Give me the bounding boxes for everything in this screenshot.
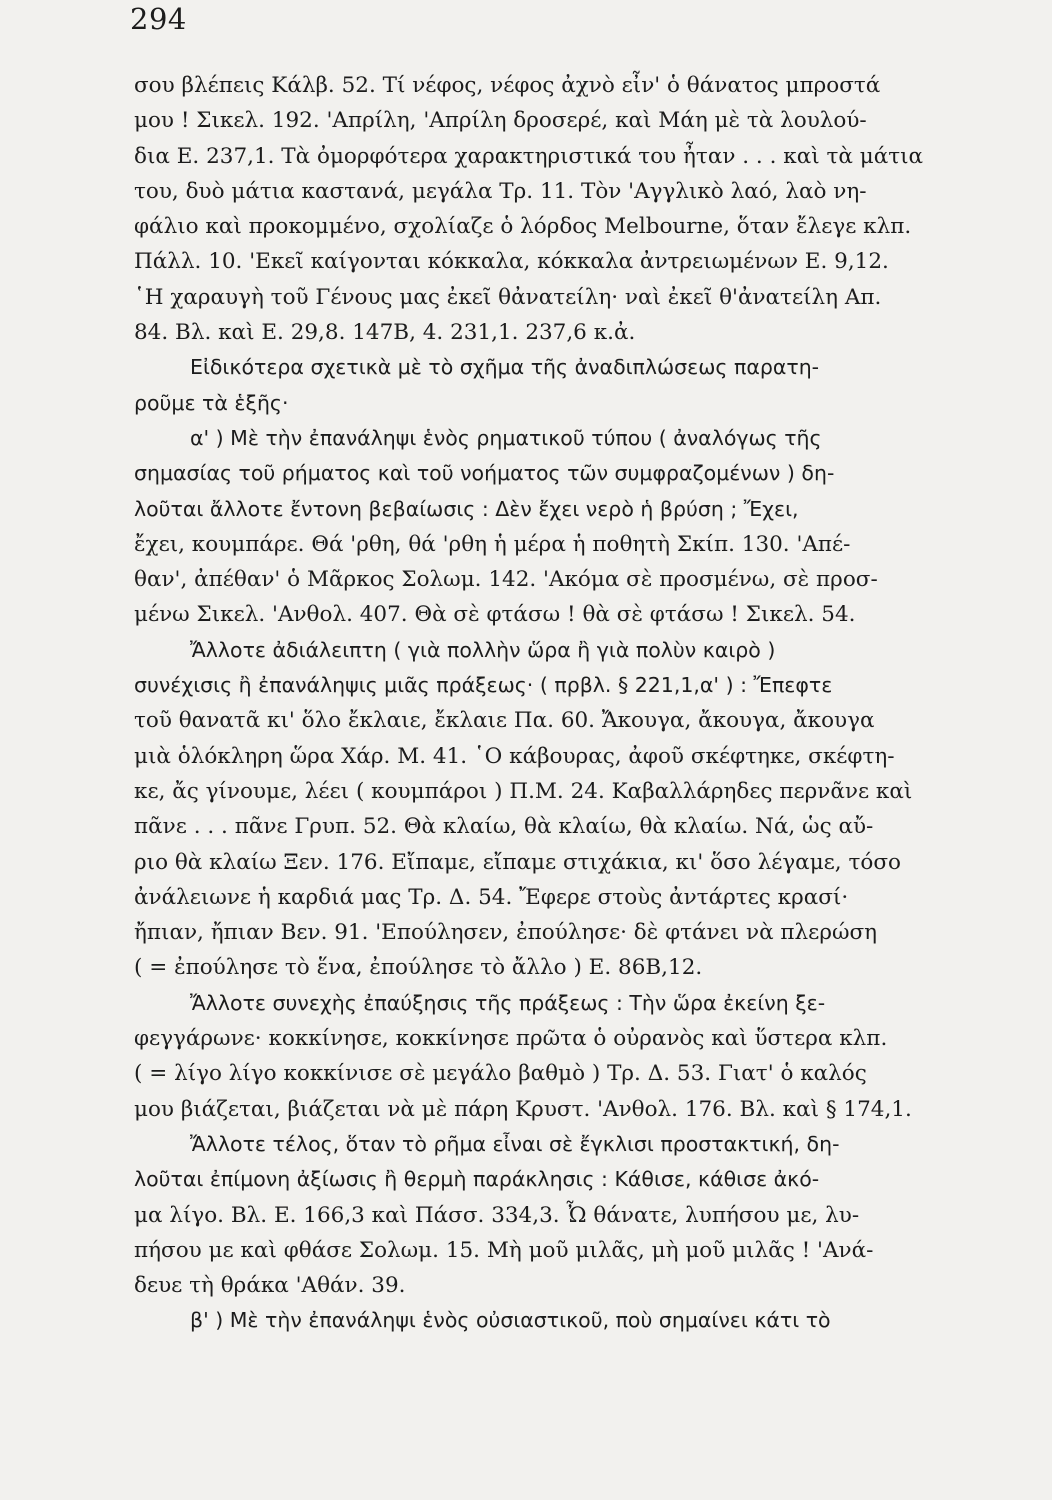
text-line: 84. Βλ. καὶ Ε. 29,8. 147Β, 4. 231,1. 237,6 κ.ἀ.	[134, 320, 636, 346]
text-line: Πάλλ. 10. 'Εκεῖ καίγονται κόκκαλα, κόκκαλα ἀντρειωμένων Ε. 9,12.	[134, 249, 889, 275]
text-line: α' ) Μὲ τὴν ἐπανάληψι ἑνὸς ρηματικοῦ τύπου ( ἀναλόγως τῆς	[190, 425, 822, 450]
text-line: Ἄλλοτε ἀδιάλειπτη ( γιὰ πολλὴν ὥρα ἢ γιὰ πολὺν καιρὸ )	[190, 637, 776, 662]
text-line: ( = λίγο λίγο κοκκίνισε σὲ μεγάλο βαθμὸ ) Τρ. Δ. 53. Γιατ' ὁ καλός	[134, 1061, 867, 1087]
text-line: ( = ἐπούλησε τὸ ἕνα, ἐπούλησε τὸ ἄλλο ) Ε. 86Β,12.	[134, 955, 703, 981]
text-line: δια Ε. 237,1. Τὰ ὀμορφότερα χαρακτηριστικά του ἦταν . . . καὶ τὰ μάτια	[134, 143, 924, 169]
text-line: τοῦ θανατᾶ κι' ὅλο ἔκλαιε, ἔκλαιε Πα. 60. Ἄκουγα, ἄκουγα, ἄκουγα	[134, 708, 875, 734]
text-line: β' ) Μὲ τὴν ἐπανάληψι ἑνὸς οὐσιαστικοῦ, ποὺ σημαίνει κάτι τὸ	[190, 1308, 831, 1333]
page-number: 294	[130, 2, 187, 36]
text-line: ἀνάλειωνε ἡ καρδιά μας Τρ. Δ. 54. Ἔφερε στοὺς ἀντάρτες κρασί·	[134, 884, 849, 910]
text-line: ροῦμε τὰ ἑξῆς·	[134, 390, 289, 415]
text-line: πήσου με καὶ φθάσε Σολωμ. 15. Μὴ μοῦ μιλᾶς, μὴ μοῦ μιλᾶς ! 'Ανά-	[134, 1237, 874, 1263]
text-line: λοῦται ἐπίμονη ἀξίωσις ἢ θερμὴ παράκλησις : Κάθισε, κάθισε ἀκό-	[134, 1167, 820, 1192]
text-line: μου βιάζεται, βιάζεται νὰ μὲ πάρη Κρυστ. 'Ανθολ. 176. Βλ. καὶ § 174,1.	[134, 1096, 912, 1122]
text-line: Ἄλλοτε τέλος, ὅταν τὸ ρῆμα εἶναι σὲ ἔγκλισι προστακτική, δη-	[190, 1131, 840, 1156]
text-line: δευε τὴ θράκα 'Αθάν. 39.	[134, 1273, 406, 1299]
text-line: μιὰ ὁλόκληρη ὥρα Χάρ. Μ. 41. ῾Ο κάβουρας, ἀφοῦ σκέφτηκε, σκέφτη-	[134, 743, 895, 769]
text-line: μου ! Σικελ. 192. 'Απρίλη, 'Απρίλη δροσερέ, καὶ Μάη μὲ τὰ λουλού-	[134, 108, 867, 134]
body-text	[134, 68, 1029, 1339]
text-line: ῾Η χαραυγὴ τοῦ Γένους μας ἐκεῖ θἀνατείλη· ναὶ ἐκεῖ θ'ἀνατείλη Απ.	[134, 284, 882, 310]
text-line: Ἄλλοτε συνεχὴς ἐπαύξησις τῆς πράξεως : Τὴν ὥρα ἐκείνη ξε-	[190, 990, 826, 1015]
text-line: μένω Σικελ. 'Ανθολ. 407. Θὰ σὲ φτάσω ! θὰ σὲ φτάσω ! Σικελ. 54.	[134, 602, 856, 628]
text-line: λοῦται ἄλλοτε ἔντονη βεβαίωσις : Δὲν ἔχει νερὸ ἡ βρύση ; Ἔχει,	[134, 496, 799, 521]
text-line: μα λίγο. Βλ. Ε. 166,3 καὶ Πάσσ. 334,3. Ὦ θάνατε, λυπήσου με, λυ-	[134, 1202, 860, 1228]
text-line: Εἰδικότερα σχετικὰ μὲ τὸ σχῆμα τῆς ἀναδιπλώσεως παρατη-	[190, 355, 820, 380]
text-line: κε, ἄς γίνουμε, λέει ( κουμπάροι ) Π.Μ. 24. Καβαλλάρηδες περνᾶνε καὶ	[134, 778, 913, 804]
text-line: φάλιο καὶ προκομμένο, σχολίαζε ὁ λόρδος Melbourne, ὅταν ἔλεγε κλπ.	[134, 214, 912, 240]
text-line: θαν', ἀπέθαν' ὁ Μᾶρκος Σολωμ. 142. 'Ακόμα σὲ προσμένω, σὲ προσ-	[134, 567, 878, 593]
text-line: σημασίας τοῦ ρήματος καὶ τοῦ νοήματος τῶν συμφραζομένων ) δη-	[134, 461, 835, 486]
text-line: ριο θὰ κλαίω Ξεν. 176. Εἴπαμε, εἴπαμε στιχάκια, κι' ὅσο λέγαμε, τόσο	[134, 849, 901, 875]
text-line: φεγγάρωνε· κοκκίνησε, κοκκίνησε πρῶτα ὁ οὐρανὸς καὶ ὕστερα κλπ.	[134, 1026, 888, 1052]
text-line: ἤπιαν, ἤπιαν Βεν. 91. 'Επούλησεν, ἐπούλησε· δὲ φτάνει νὰ πλερώση	[134, 920, 878, 946]
text-line: ἔχει, κουμπάρε. Θά 'ρθη, θά 'ρθη ἡ μέρα ἡ ποθητὴ Σκίπ. 130. 'Απέ-	[134, 531, 851, 557]
text-line: συνέχισις ἢ ἐπανάληψις μιᾶς πράξεως· ( πρβλ. § 221,1,α' ) : Ἔπεφτε	[134, 673, 833, 698]
text-line: σου βλέπεις Κάλβ. 52. Τί νέφος, νέφος ἀχνὸ εἶν' ὁ θάνατος μπροστά	[134, 73, 881, 98]
text-line: πᾶνε . . . πᾶνε Γρυπ. 52. Θὰ κλαίω, θὰ κλαίω, θὰ κλαίω. Νά, ὡς αὔ-	[134, 814, 874, 840]
text-line: του, δυὸ μάτια καστανά, μεγάλα Τρ. 11. Τὸν 'Αγγλικὸ λαό, λαὸ νη-	[134, 178, 867, 204]
